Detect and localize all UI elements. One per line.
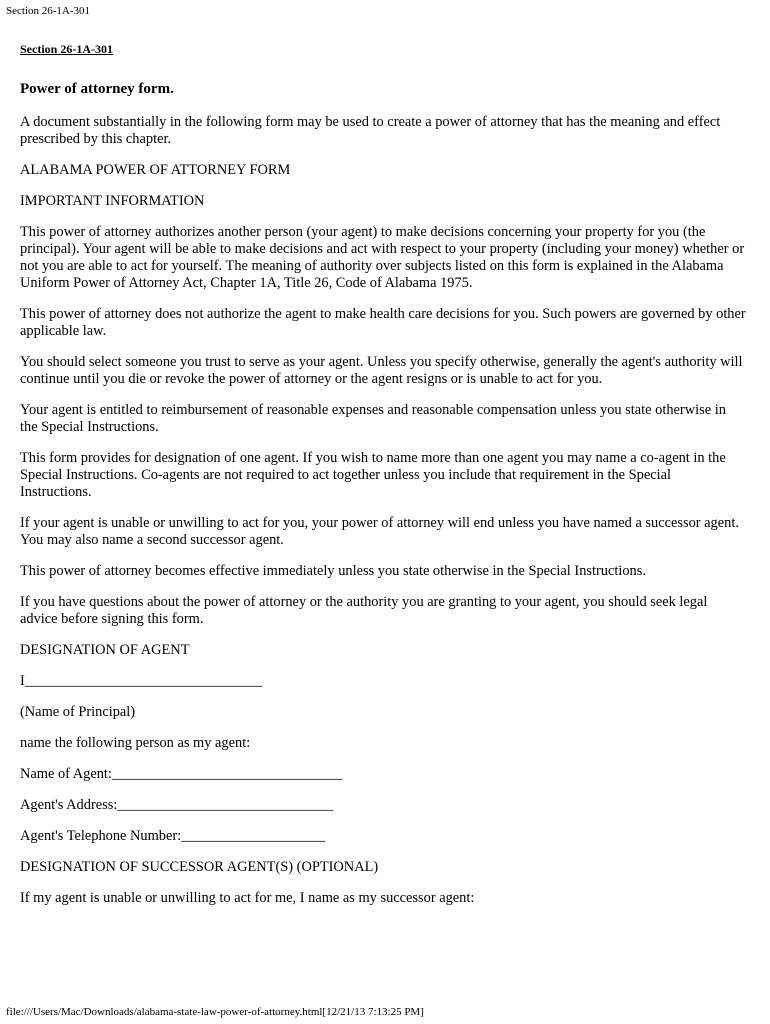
document-title: Power of attorney form. [20,81,174,97]
intro-paragraph: A document substantially in the following form may be used to create a power of attorney that has the meaning and effect prescribed by this chapter. [20,114,721,147]
successor-agent-paragraph: If my agent is unable or unwilling to act for me, I name as my successor agent: [20,890,475,906]
print-header: Section 26-1A-301 [6,5,91,17]
agent-name-blank: Name of Agent:________________________________ [20,766,343,782]
legal-advice-paragraph: If you have questions about the power of attorney or the authority you are granting to your agent, you should seek legal advice before signing this form. [20,594,708,627]
successor-paragraph: If your agent is unable or unwilling to act for you, your power of attorney will end unless you have named a successor agent. You may also name a second successor agent. [20,515,739,548]
name-agent-line: name the following person as my agent: [20,735,251,751]
co-agent-paragraph: This form provides for designation of one agent. If you wish to name more than one agent you may name a co-agent in the Special Instructions. Co-agents are not required to act together unless you include that requirement in the Special Instructions. [20,450,726,500]
reimbursement-paragraph: Your agent is entitled to reimbursement of reasonable expenses and reasonable compensation unless you state otherwise in the Special Instructions. [20,402,726,435]
principal-name-caption: (Name of Principal) [20,704,136,720]
agent-address-blank: Agent's Address:______________________________ [20,797,334,813]
print-footer: file:///Users/Mac/Downloads/alabama-state-law-power-of-attorney.html[12/21/13 7:13:25 PM] [6,1006,424,1018]
health-care-paragraph: This power of attorney does not authorize the agent to make health care decisions for you. Such powers are governed by other applicable law. [20,306,746,339]
section-link[interactable]: Section 26-1A-301 [20,42,113,56]
designation-of-agent-heading: DESIGNATION OF AGENT [20,642,190,658]
principal-name-blank: I_________________________________ [20,673,263,689]
authority-paragraph: This power of attorney authorizes another person (your agent) to make decisions concerning your property for you (the principal). Your agent will be able to make decisions and act with respect to your property (including your money) whether or not you are able to act for yourself. The meaning of authority over subjects listed on this form is explained in the Alabama Uniform Power of Attorney Act, Chapter 1A, Title 26, Code of Alabama 1975. [20,224,745,291]
effective-paragraph: This power of attorney becomes effective immediately unless you state otherwise in the Special Instructions. [20,563,646,579]
agent-telephone-blank: Agent's Telephone Number:____________________ [20,828,326,844]
successor-agent-heading: DESIGNATION OF SUCCESSOR AGENT(S) (OPTIONAL) [20,859,379,875]
important-info-heading: IMPORTANT INFORMATION [20,193,205,209]
document-body [20,40,746,907]
form-heading: ALABAMA POWER OF ATTORNEY FORM [20,162,291,178]
select-agent-paragraph: You should select someone you trust to serve as your agent. Unless you specify otherwise, generally the agent's authority will continue until you die or revoke the power of attorney or the agent resigns or is unable to act for you. [20,354,743,387]
